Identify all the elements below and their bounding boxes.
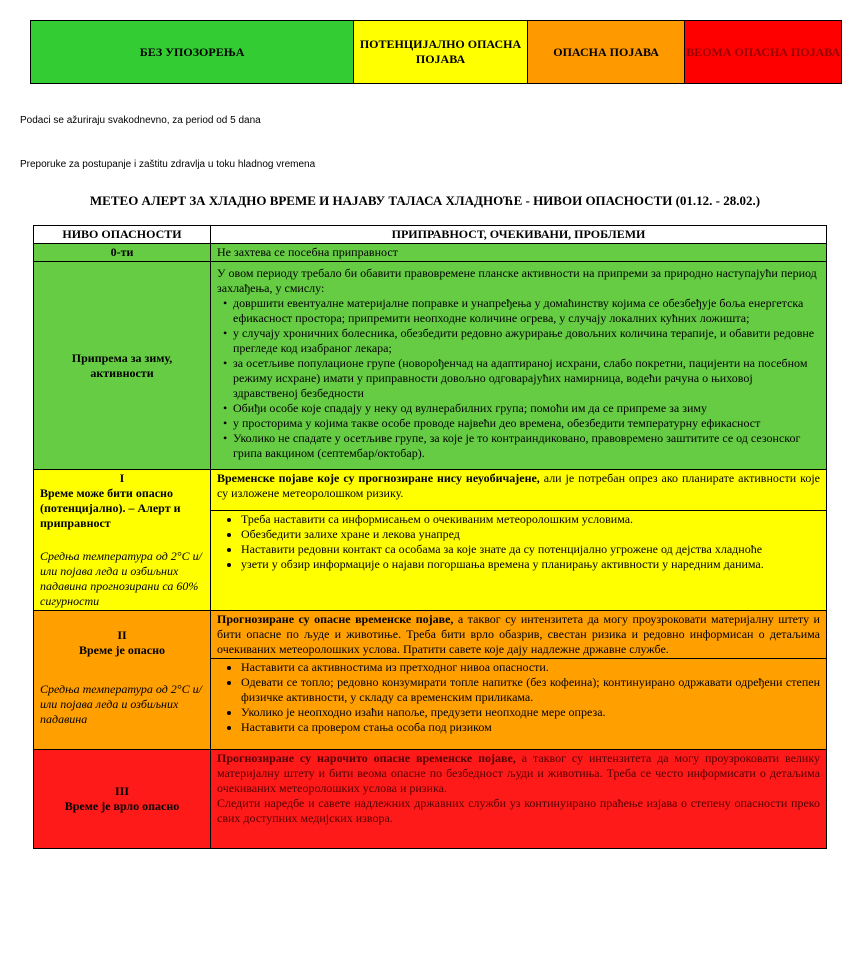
- list-item: • довршити евентуалне материјалне поправке и унапређења у домаћинству којима се обезбеђује боља енергетска ефикасност простора; припремити неопходне количине огрева, у случају локалних кућних ложишта;: [225, 296, 820, 326]
- level2-lead: [211, 611, 827, 659]
- table-header-row: [34, 226, 827, 244]
- table-row: [34, 244, 827, 262]
- recommendation-note: Preporuke za postupanje i zaštitu zdravlja u toku hladnog vremena: [20, 159, 316, 170]
- level3-code: III: [114, 784, 129, 798]
- list-item: • Наставити са активностима из претходног нивоа опасности.: [241, 660, 820, 675]
- list-item: • за осетљиве популационе групе (новорођенчад на адаптираној исхрани, слабо покретни, пацијенти на посебном режиму исхране) имати у приправности довољно одговарајућих намирница, водећи рачуна о њиховој здравственој безбедности: [225, 356, 820, 401]
- list-item: • Уколико не спадате у осетљиве групе, за које је то контраиндиковано, правовремено заштитите се од сезонског грипа вакцином (септембар/октобар).: [225, 431, 820, 461]
- list-item: • у случају хроничних болесника, обезбедити редовно ажурирање довољних количина терапије, и обавити редовне прегледе код изабраног лекара;: [225, 326, 820, 356]
- level2-list: [217, 660, 820, 735]
- list-item: • узети у обзир информације о најави погоршања времена у планирању активности у наредним данима.: [241, 557, 820, 572]
- level3-tail: Следити наредбе и савете надлежних државних служби уз континуирано праћење изјава о степену опасности преко свих доступних медијских извора.: [217, 796, 820, 825]
- level1-cell: [34, 470, 211, 611]
- level3-name: Време је врло опасно: [64, 799, 180, 813]
- level1-list: [217, 512, 820, 572]
- level0-intro: У овом периоду требало би обавити правовремене планске активности на припреми за природно наступајући период захлађења, у смислу:: [217, 266, 817, 295]
- update-note: Podaci se ažuriraju svakodnevno, za period od 5 dana: [20, 115, 261, 126]
- table-row: [34, 750, 827, 849]
- level1-lead-bold: Временске појаве које су прогнозиране нису неуобичајене,: [217, 471, 540, 485]
- page-title: МЕТЕО АЛЕРТ ЗА ХЛАДНО ВРЕМЕ И НАЈАВУ ТАЛАСА ХЛАДНОЋЕ - НИВОИ ОПАСНОСТИ (01.12. - 28.02.): [89, 193, 761, 208]
- level2-content: [211, 659, 827, 750]
- legend-no-warning: БЕЗ УПОЗОРЕЊА: [31, 21, 354, 83]
- level2-name: Време је опасно: [79, 643, 165, 657]
- header-level: НИВО ОПАСНОСТИ: [34, 226, 211, 244]
- level2-lead-rest: а таквог су интензитета да могу проузроковати материјалну штету и бити опасне по људе и животиње. Треба бити врло обазрив, свестан ризика и редовно информисан о детаљима очекиваних метеоролошких услова. Пратити савете које дају надлежне државне службе.: [217, 612, 820, 656]
- level0-content: [211, 262, 827, 470]
- level2-lead-bold: Прогнозиране су опасне временске појаве,: [217, 612, 454, 626]
- legend-dangerous: ОПАСНА ПОЈАВА: [528, 21, 686, 83]
- level0-code: 0-ти: [34, 244, 211, 262]
- level1-lead: [211, 470, 827, 511]
- list-item: • Наставити редовни контакт са особама за које знате да су потенцијално угрожене од дејства хладноће: [241, 542, 820, 557]
- header-readiness: ПРИПРАВНОСТ, ОЧЕКИВАНИ, ПРОБЛЕМИ: [211, 226, 827, 244]
- level1-name: Време може бити опасно (потенцијално). – Алерт и приправност: [40, 486, 181, 530]
- list-item: • Наставити са провером стања особа под ризиком: [241, 720, 820, 735]
- level2-code: II: [117, 628, 127, 642]
- level1-content: [211, 511, 827, 611]
- level0-list: [217, 296, 820, 461]
- level3-lead-rest: а таквог су интензитета да могу проузроковати велику материјалну штету и бити веома опасне по безбедност људи и животиња. Треба се често информисати о детаљима очекиваних метеоролошких услова и ризика.: [217, 751, 820, 795]
- list-item: • Уколико је неопходно изаћи напоље, предузети неопходне мере опреза.: [241, 705, 820, 720]
- table-row: [34, 262, 827, 470]
- level3-lead-bold: Прогнозиране су нарочито опасне временске појаве,: [217, 751, 516, 765]
- level2-criteria: Средња температура од 2°С и/или појава леда и озбиљних падавина: [40, 682, 202, 726]
- table-row: [34, 611, 827, 659]
- legend-very-dangerous: ВЕОМА ОПАСНА ПОЈАВА: [685, 21, 841, 83]
- list-item: • у просторима у којима такве особе проводе највећи део времена, обезбедити температурну ефикасност: [225, 416, 820, 431]
- list-item: • Треба наставити са информисањем о очекиваним метеоролошким условима.: [241, 512, 820, 527]
- list-item: • Обиђи особе које спадају у неку од вулнерабилних група; помоћи им да се припреме за зиму: [225, 401, 820, 416]
- alert-legend: [30, 20, 842, 84]
- level3-cell: [34, 750, 211, 849]
- table-row: [34, 470, 827, 511]
- level2-cell: [34, 611, 211, 750]
- level0-name: Припрема за зиму, активности: [34, 262, 211, 470]
- list-item: • Обезбедити залихе хране и лекова унапред: [241, 527, 820, 542]
- alert-levels-table: [33, 225, 827, 849]
- level1-code: I: [119, 471, 125, 485]
- legend-potentially-dangerous: ПОТЕНЦИЈАЛНО ОПАСНА ПОЈАВА: [354, 21, 528, 83]
- level3-content: [211, 750, 827, 849]
- list-item: • Одевати се топло; редовно конзумирати топле напитке (без кофеина); континуирано одржавати одређени степен физичке активности, у складу са временским приликама.: [241, 675, 820, 705]
- level1-lead-rest: али је потребан опрез ако планирате активности које су изложене метеоролошком ризику.: [217, 471, 820, 500]
- level0-code-text: Не захтева се посебна приправност: [211, 244, 827, 262]
- level1-criteria: Средња температура од 2°С и/или појава леда и озбиљних падавина прогнозирани са 60% сигурности: [40, 549, 202, 608]
